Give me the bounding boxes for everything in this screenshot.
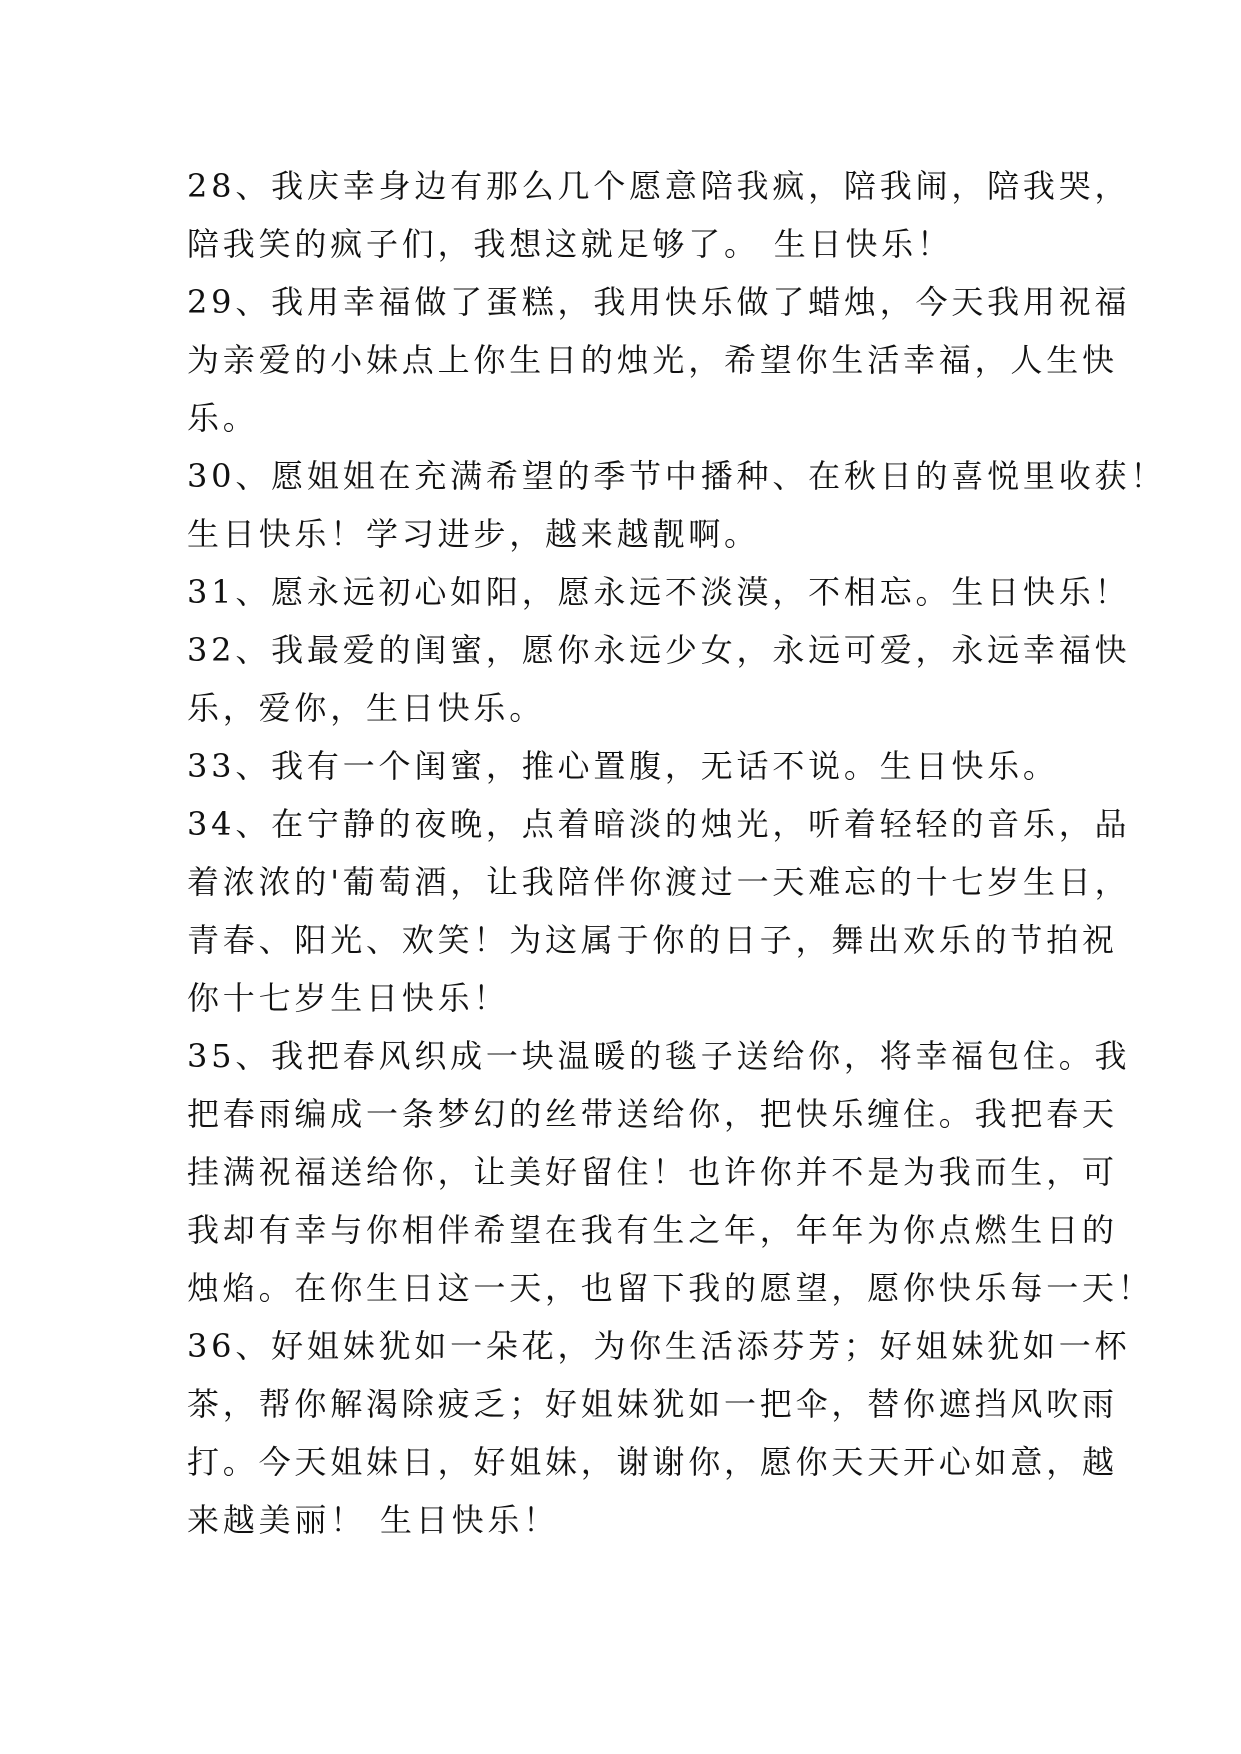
text-line: 打。今天姐妹日，好姐妹，谢谢你，愿你天天开心如意，越 — [187, 1443, 1118, 1481]
text-line: 33、我有一个闺蜜，推心置腹，无话不说。生日快乐。 — [187, 747, 1059, 785]
text-line: 32、我最爱的闺蜜，愿你永远少女，永远可爱，永远幸福快 — [187, 631, 1131, 669]
text-line: 我却有幸与你相伴希望在我有生之年，年年为你点燃生日的 — [187, 1211, 1118, 1249]
text-line: 挂满祝福送给你，让美好留住！也许你并不是为我而生，可 — [187, 1153, 1118, 1191]
document-body — [187, 157, 1167, 1549]
text-line: 来越美丽！ 生日快乐！ — [187, 1501, 559, 1539]
text-line: 28、我庆幸身边有那么几个愿意陪我疯，陪我闹，陪我哭， — [187, 167, 1131, 205]
text-line: 乐，爱你，生日快乐。 — [187, 689, 546, 727]
text-line: 35、我把春风织成一块温暖的毯子送给你，将幸福包住。我 — [187, 1037, 1131, 1075]
text-line: 31、愿永远初心如阳，愿永远不淡漠，不相忘。生日快乐！ — [187, 573, 1131, 611]
text-line: 茶，帮你解渴除疲乏；好姐妹犹如一把伞，替你遮挡风吹雨 — [187, 1385, 1118, 1423]
text-line: 36、好姐妹犹如一朵花，为你生活添芬芳；好姐妹犹如一杯 — [187, 1327, 1131, 1365]
text-line: 把春雨编成一条梦幻的丝带送给你，把快乐缠住。我把春天 — [187, 1095, 1118, 1133]
text-line: 为亲爱的小妹点上你生日的烛光，希望你生活幸福，人生快 — [187, 341, 1118, 379]
text-line: 烛焰。在你生日这一天，也留下我的愿望，愿你快乐每一天！ — [187, 1269, 1154, 1307]
text-line: 陪我笑的疯子们，我想这就足够了。 生日快乐！ — [187, 225, 953, 263]
text-line: 生日快乐！学习进步，越来越靓啊。 — [187, 515, 760, 553]
text-line: 着浓浓的'葡萄酒，让我陪伴你渡过一天难忘的十七岁生日， — [187, 863, 1131, 901]
text-line: 29、我用幸福做了蛋糕，我用快乐做了蜡烛，今天我用祝福 — [187, 283, 1131, 321]
text-line: 乐。 — [187, 399, 259, 437]
text-line: 你十七岁生日快乐！ — [187, 979, 510, 1017]
text-line: 34、在宁静的夜晚，点着暗淡的烛光，听着轻轻的音乐，品 — [187, 805, 1131, 843]
text-line: 30、愿姐姐在充满希望的季节中播种、在秋日的喜悦里收获！ — [187, 457, 1167, 495]
text-line: 青春、阳光、欢笑！为这属于你的日子，舞出欢乐的节拍祝 — [187, 921, 1118, 959]
